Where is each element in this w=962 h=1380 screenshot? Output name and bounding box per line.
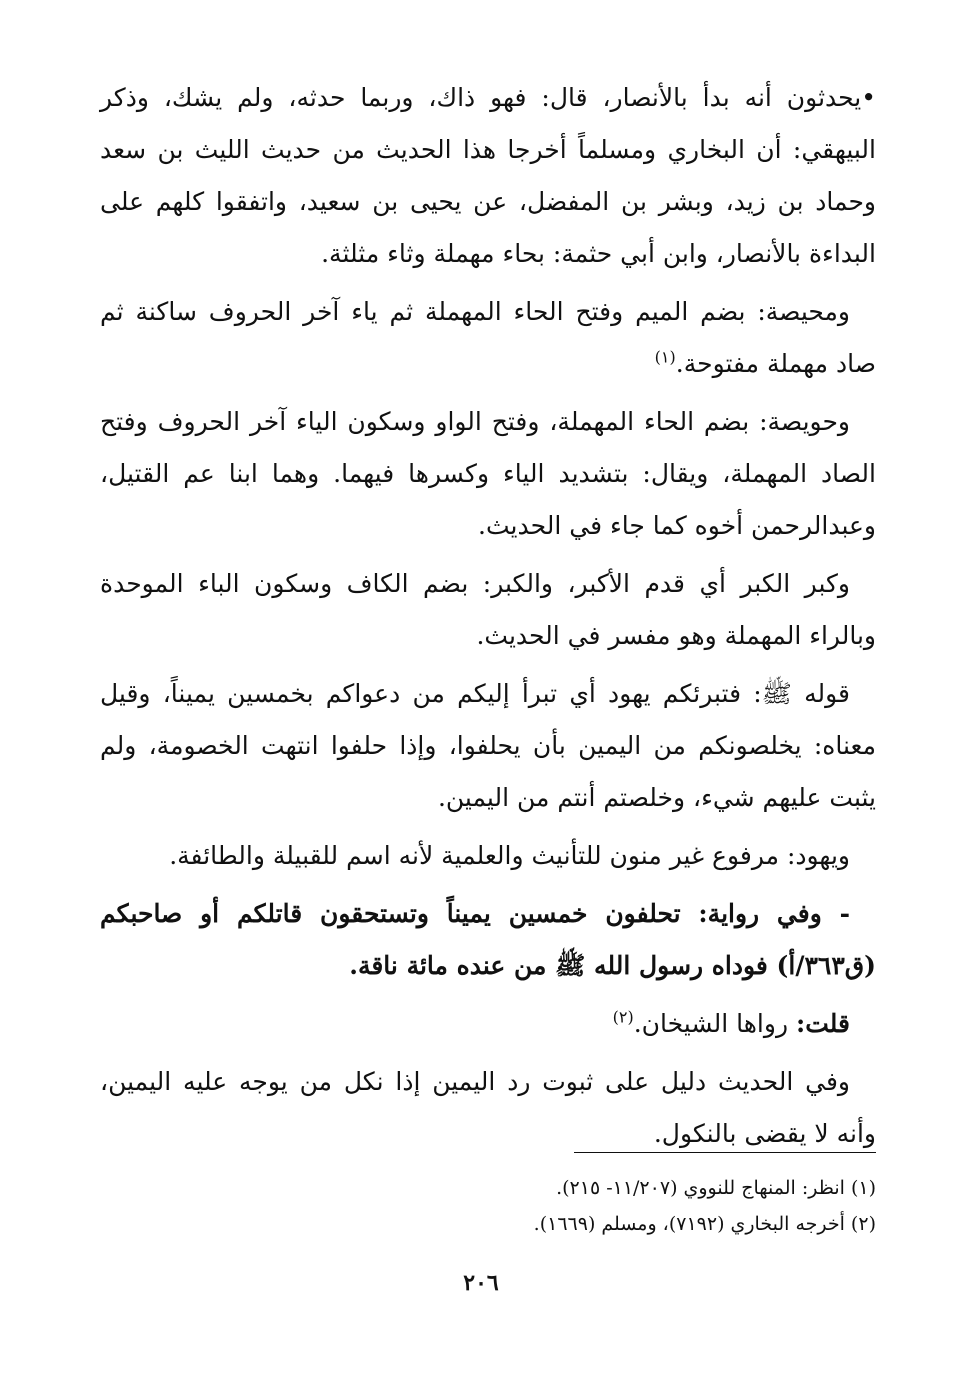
paragraph-4: وكبر الكبر أي قدم الأكبر، والكبر: بضم الكاف وسكون الباء الموحدة وبالراء المهملة وهو مفسر في الحديث. bbox=[100, 569, 876, 650]
footnote-separator bbox=[574, 1152, 876, 1153]
paragraph-6: ويهود: مرفوع غير منون للتأنيث والعلمية لأنه اسم للقبيلة والطائفة. bbox=[169, 841, 850, 870]
paragraph-8-label: قلت: bbox=[795, 1009, 850, 1038]
footnote-ref-1: (١) bbox=[654, 347, 676, 367]
footnote-ref-2: (٢) bbox=[612, 1007, 634, 1027]
paragraph-2 bbox=[100, 286, 876, 390]
page-body bbox=[100, 72, 876, 1166]
paragraph-8-text: رواها الشيخان. bbox=[633, 1009, 796, 1038]
footnotes bbox=[100, 1170, 876, 1242]
footnote-1: (١) انظر: المنهاج للنووي (١١/٢٠٧- ٢١٥). bbox=[556, 1177, 876, 1199]
paragraph-7: - وفي رواية: تحلفون خمسين يميناً وتستحقون قاتلكم أو صاحبكم (ق٣٦٣/أ) فوداه رسول الله ﷺ من عنده مائة ناقة. bbox=[100, 899, 876, 980]
paragraph-9: وفي الحديث دليل على ثبوت رد اليمين إذا نكل من يوجه عليه اليمين، وأنه لا يقضى بالنكول. bbox=[100, 1067, 876, 1148]
paragraph-1: •يحدثون أنه بدأ بالأنصار، قال: فهو ذاك، وربما حدثه، ولم يشك، وذكر البيهقي: أن البخاري ومسلماً أخرجا هذا الحديث من حديث الليث بن سعد وحماد بن زيد، وبشر بن المفضل، عن يحيى بن سعيد، واتفقوا كلهم على البداءة بالأنصار، وابن أبي حثمة: بحاء مهملة وثاء مثلثة. bbox=[100, 83, 876, 268]
paragraph-5: قوله ﷺ: فتبرئكم يهود أي تبرأ إليكم من دعواكم بخمسين يميناً، وقيل معناه: يخلصونكم من اليمين بأن يحلفوا، وإذا حلفوا انتهت الخصومة، ولم يثبت عليهم شيء، وخلصتم أنتم من اليمين. bbox=[100, 679, 876, 812]
paragraph-2-text: ومحيصة: بضم الميم وفتح الحاء المهملة ثم ياء آخر الحروف ساكنة ثم صاد مهملة مفتوحة. bbox=[100, 297, 876, 378]
footnote-2: (٢) أخرجه البخاري (٧١٩٢)، ومسلم (١٦٦٩). bbox=[533, 1213, 876, 1235]
paragraph-3: وحويصة: بضم الحاء المهملة، وفتح الواو وسكون الياء آخر الحروف وفتح الصاد المهملة، ويقال: بتشديد الياء وكسرها فيهما. وهما ابنا عم القتيل، وعبدالرحمن أخوه كما جاء في الحديث. bbox=[100, 407, 876, 540]
page-number: ٢٠٦ bbox=[463, 1270, 499, 1296]
paragraph-8 bbox=[100, 998, 876, 1050]
